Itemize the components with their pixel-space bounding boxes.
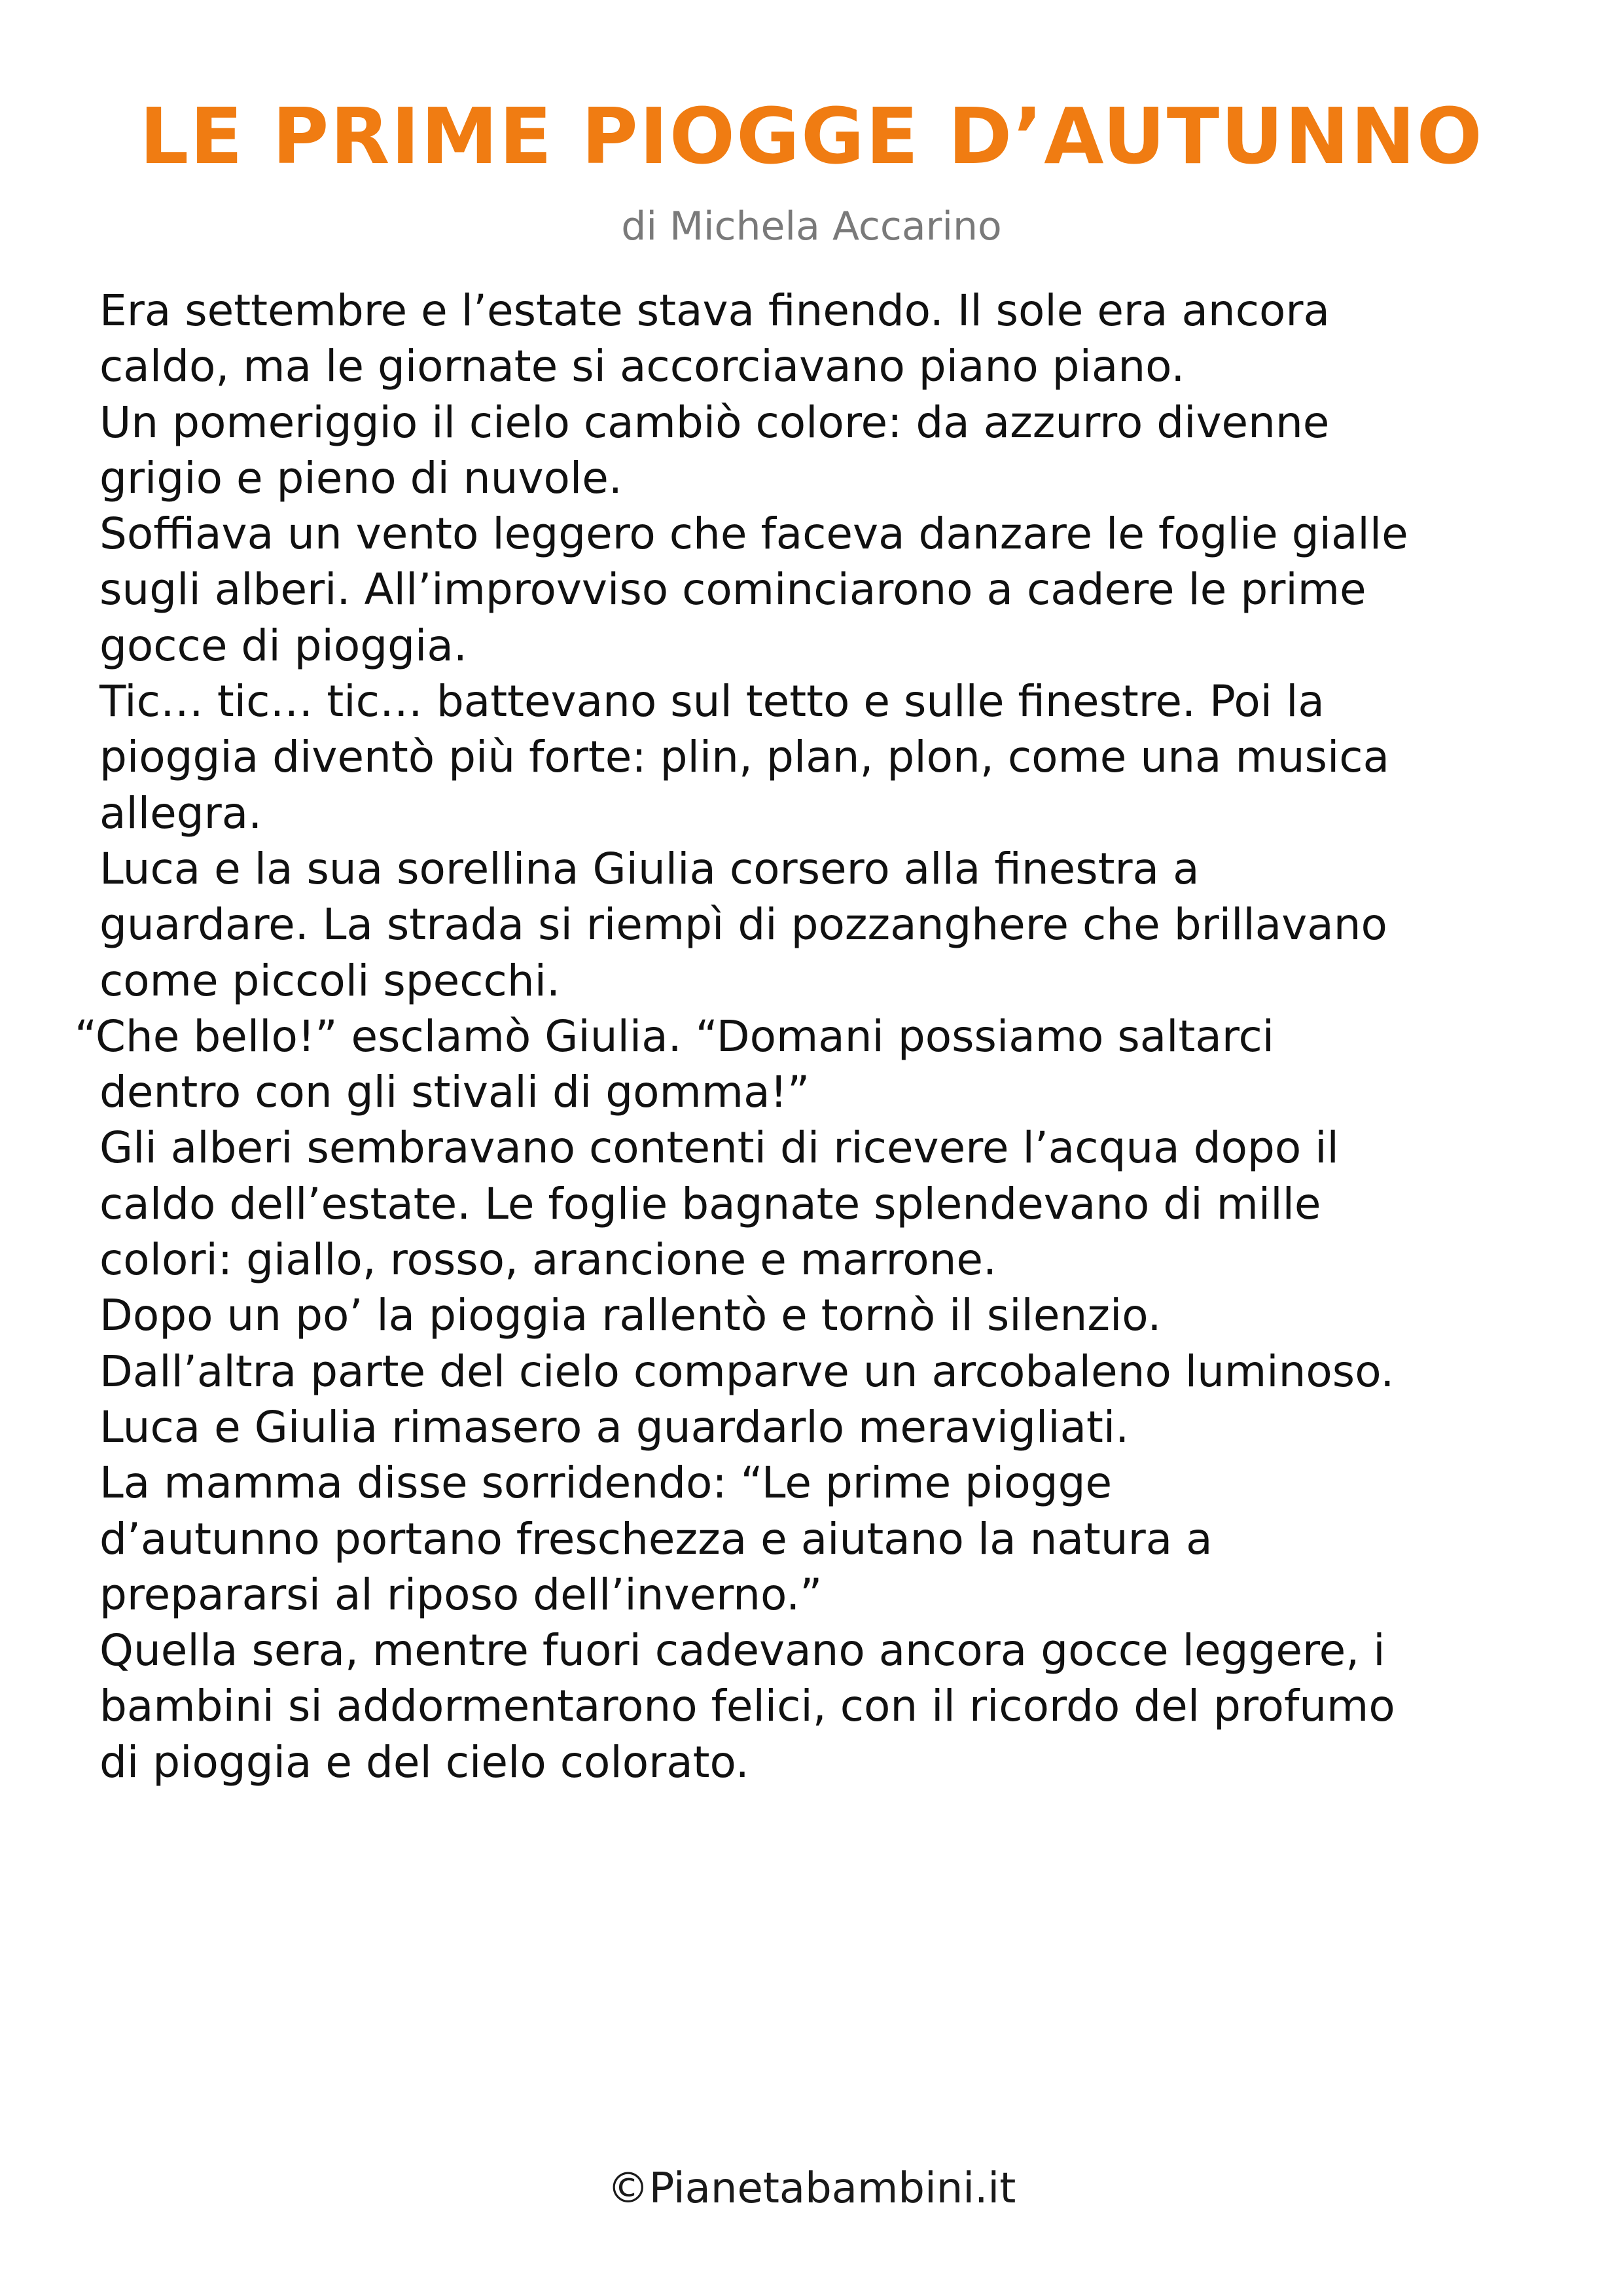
story-line: di pioggia e del cielo colorato. — [99, 1736, 749, 1787]
story-line: pioggia diventò più forte: plin, plan, plon, come una musica — [99, 732, 1390, 783]
story-line: guardare. La strada si riempì di pozzanghere che brillavano — [99, 899, 1387, 950]
story-line: Tic… tic… tic… battevano sul tetto e sulle finestre. Poi la — [99, 676, 1325, 727]
story-line: Dall’altra parte del cielo comparve un arcobaleno luminoso. — [99, 1346, 1395, 1397]
story-line: Dopo un po’ la pioggia rallentò e tornò il silenzio. — [99, 1290, 1162, 1341]
story-line: Quella sera, mentre fuori cadevano ancora gocce leggere, i — [99, 1625, 1385, 1676]
story-line: Era settembre e l’estate stava finendo. Il sole era ancora — [99, 285, 1330, 336]
story-line: Soffiava un vento leggero che faceva danzare le foglie gialle — [99, 509, 1408, 560]
story-line: Luca e Giulia rimasero a guardarlo meravigliati. — [99, 1401, 1130, 1452]
story-line: grigio e pieno di nuvole. — [99, 452, 622, 503]
copyright-footer: ©Pianetabambini.it — [607, 2164, 1016, 2213]
story-line: Gli alberi sembravano contenti di ricevere l’acqua dopo il — [99, 1122, 1339, 1174]
story-title: LE PRIME PIOGGE D’AUTUNNO — [139, 91, 1484, 181]
story-line: gocce di pioggia. — [99, 620, 467, 671]
story-body — [75, 283, 1539, 1790]
story-line: caldo, ma le giornate si accorciavano piano piano. — [99, 341, 1185, 392]
story-line: “Che bello!” esclamò Giulia. “Domani possiamo saltarci — [75, 1011, 1275, 1062]
story-line: come piccoli specchi. — [99, 955, 560, 1006]
story-line: La mamma disse sorridendo: “Le prime piogge — [99, 1458, 1113, 1509]
story-line: dentro con gli stivali di gomma!” — [99, 1067, 810, 1118]
story-line: sugli alberi. All’improvviso cominciarono a cadere le prime — [99, 564, 1366, 615]
story-line: colori: giallo, rosso, arancione e marrone. — [99, 1234, 997, 1285]
story-line: bambini si addormentarono felici, con il ricordo del profumo — [99, 1681, 1395, 1732]
story-line: prepararsi al riposo dell’inverno.” — [99, 1569, 823, 1620]
story-line: caldo dell’estate. Le foglie bagnate splendevano di mille — [99, 1178, 1321, 1229]
story-line: d’autunno portano freschezza e aiutano la natura a — [99, 1513, 1213, 1564]
story-author: di Michela Accarino — [621, 204, 1002, 249]
story-line: Luca e la sua sorellina Giulia corsero alla finestra a — [99, 843, 1200, 894]
story-line: Un pomeriggio il cielo cambiò colore: da azzurro divenne — [99, 397, 1330, 448]
story-line: allegra. — [99, 787, 262, 838]
